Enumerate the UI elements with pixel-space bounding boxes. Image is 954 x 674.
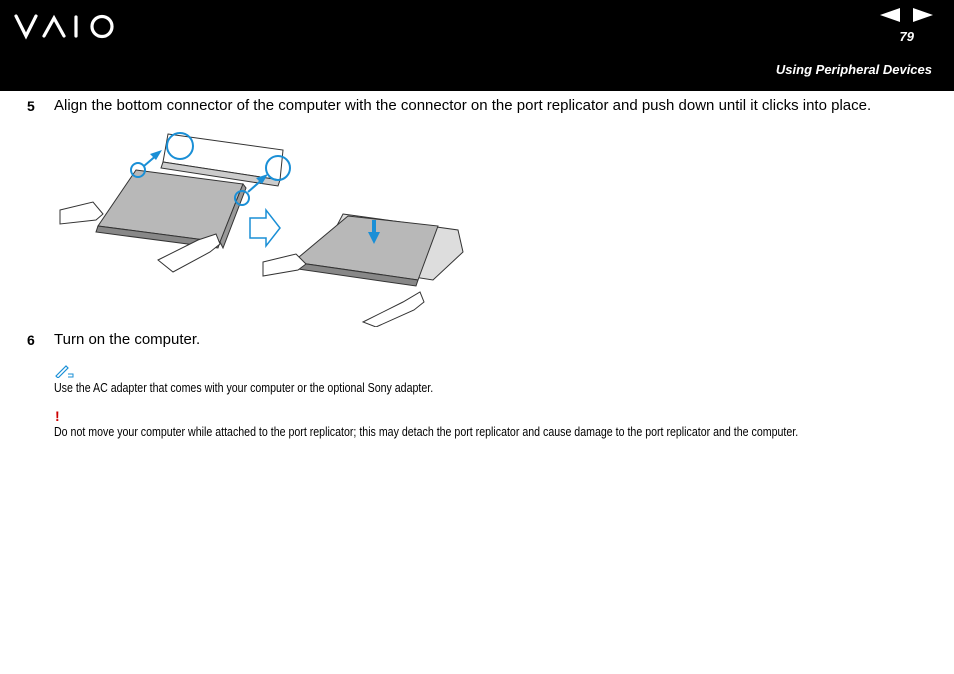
step-number: 5 <box>27 98 35 114</box>
pencil-note-icon <box>54 364 74 378</box>
warning-icon: ! <box>55 408 60 424</box>
step-number: 6 <box>27 332 35 348</box>
port-replicator-illustration <box>58 122 468 327</box>
step-text: Turn on the computer. <box>54 331 201 348</box>
step-text: Align the bottom connector of the computer with the connector on the port replicator and push down until it clicks into place. <box>54 97 872 114</box>
vaio-logo <box>14 12 124 42</box>
page-number: 79 <box>899 29 914 44</box>
left-triangle-arrow-icon[interactable] <box>880 8 900 22</box>
warning-text: Do not move your computer while attached to the port replicator; this may detach the port replicator and cause damage to the port replicator and the computer. <box>54 425 799 439</box>
note-text: Use the AC adapter that comes with your computer or the optional Sony adapter. <box>54 381 434 395</box>
header-bar <box>0 0 954 91</box>
section-title: Using Peripheral Devices <box>775 62 932 77</box>
right-triangle-arrow-icon[interactable] <box>913 8 933 22</box>
